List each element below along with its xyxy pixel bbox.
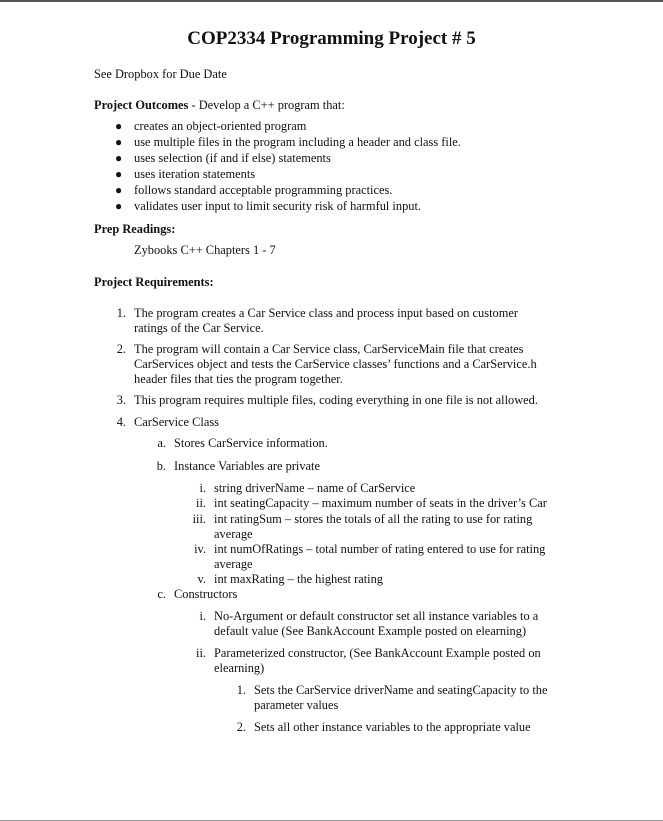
step-number: 1. xyxy=(236,683,246,697)
list-number: 2. xyxy=(116,342,126,356)
variable-item: int numOfRatings – total number of rating entered to use for rating xyxy=(214,542,546,556)
list-item: The program will contain a Car Service class, CarServiceMain file that creates xyxy=(134,342,524,356)
list-item: follows standard acceptable programming practices. xyxy=(134,183,393,197)
prep-text: Zybooks C++ Chapters 1 - 7 xyxy=(134,243,276,257)
sub-number: a. xyxy=(157,436,166,450)
roman-number: i. xyxy=(199,609,206,623)
step-number: 2. xyxy=(236,720,246,734)
constructor-item: Parameterized constructor, (See BankAccount Example posted on xyxy=(214,646,541,660)
top-border xyxy=(0,0,663,2)
outcomes-intro: - Develop a C++ program that: xyxy=(188,98,345,112)
list-number: 1. xyxy=(116,306,126,320)
variable-item-cont: average xyxy=(214,527,253,541)
roman-number: iii. xyxy=(192,512,206,526)
list-item: use multiple files in the program including a header and class file. xyxy=(134,135,461,149)
document-title: COP2334 Programming Project # 5 xyxy=(187,28,476,49)
constructor-item-cont: default value (See BankAccount Example posted on elearning) xyxy=(214,624,527,638)
roman-number: v. xyxy=(197,572,206,586)
constructor-item-cont: elearning) xyxy=(214,661,265,675)
constructor-item: No-Argument or default constructor set all instance variables to a xyxy=(214,609,539,623)
roman-number: iv. xyxy=(194,542,206,556)
bullet-dot: ● xyxy=(115,199,123,213)
sub-item: Instance Variables are private xyxy=(174,459,320,473)
list-item: uses selection (if and if else) statements xyxy=(134,151,331,165)
roman-number: i. xyxy=(199,481,206,495)
step-item: Sets the CarService driverName and seatingCapacity to the xyxy=(254,683,548,697)
list-item: The program creates a Car Service class and process input based on customer xyxy=(134,306,518,320)
list-number: 3. xyxy=(116,393,126,407)
list-item-cont: CarServices object and tests the CarService classes’ functions and a CarService.h xyxy=(134,357,537,371)
list-item: creates an object-oriented program xyxy=(134,119,307,133)
list-number: 4. xyxy=(116,415,126,429)
list-item: uses iteration statements xyxy=(134,167,256,181)
list-item: validates user input to limit security risk of harmful input. xyxy=(134,199,421,213)
bullet-dot: ● xyxy=(115,119,123,133)
list-item: This program requires multiple files, coding everything in one file is not allowed. xyxy=(134,393,538,407)
bullet-dot: ● xyxy=(115,167,123,181)
variable-item-cont: average xyxy=(214,557,253,571)
sub-number: c. xyxy=(157,587,166,601)
requirements-heading: Project Requirements: xyxy=(94,275,214,289)
prep-heading: Prep Readings: xyxy=(94,222,176,236)
step-item: Sets all other instance variables to the appropriate value xyxy=(254,720,531,734)
due-date-note: See Dropbox for Due Date xyxy=(94,67,227,81)
list-item-cont: ratings of the Car Service. xyxy=(134,321,264,335)
outcomes-heading: Project Outcomes xyxy=(94,98,189,112)
list-item-cont: header files that ties the program together. xyxy=(134,372,343,386)
sub-item: Constructors xyxy=(174,587,238,601)
roman-number: ii. xyxy=(196,646,206,660)
roman-number: ii. xyxy=(196,496,206,510)
bullet-dot: ● xyxy=(115,183,123,197)
list-item: CarService Class xyxy=(134,415,219,429)
sub-item: Stores CarService information. xyxy=(174,436,328,450)
variable-item: int ratingSum – stores the totals of all the rating to use for rating xyxy=(214,512,533,526)
bullet-dot: ● xyxy=(115,135,123,149)
variable-item: string driverName – name of CarService xyxy=(214,481,416,495)
outcomes-paragraph xyxy=(94,97,345,113)
bullet-dot: ● xyxy=(115,151,123,165)
step-item-cont: parameter values xyxy=(254,698,339,712)
variable-item: int seatingCapacity – maximum number of seats in the driver’s Car xyxy=(214,496,547,510)
sub-number: b. xyxy=(156,459,166,473)
variable-item: int maxRating – the highest rating xyxy=(214,572,383,586)
